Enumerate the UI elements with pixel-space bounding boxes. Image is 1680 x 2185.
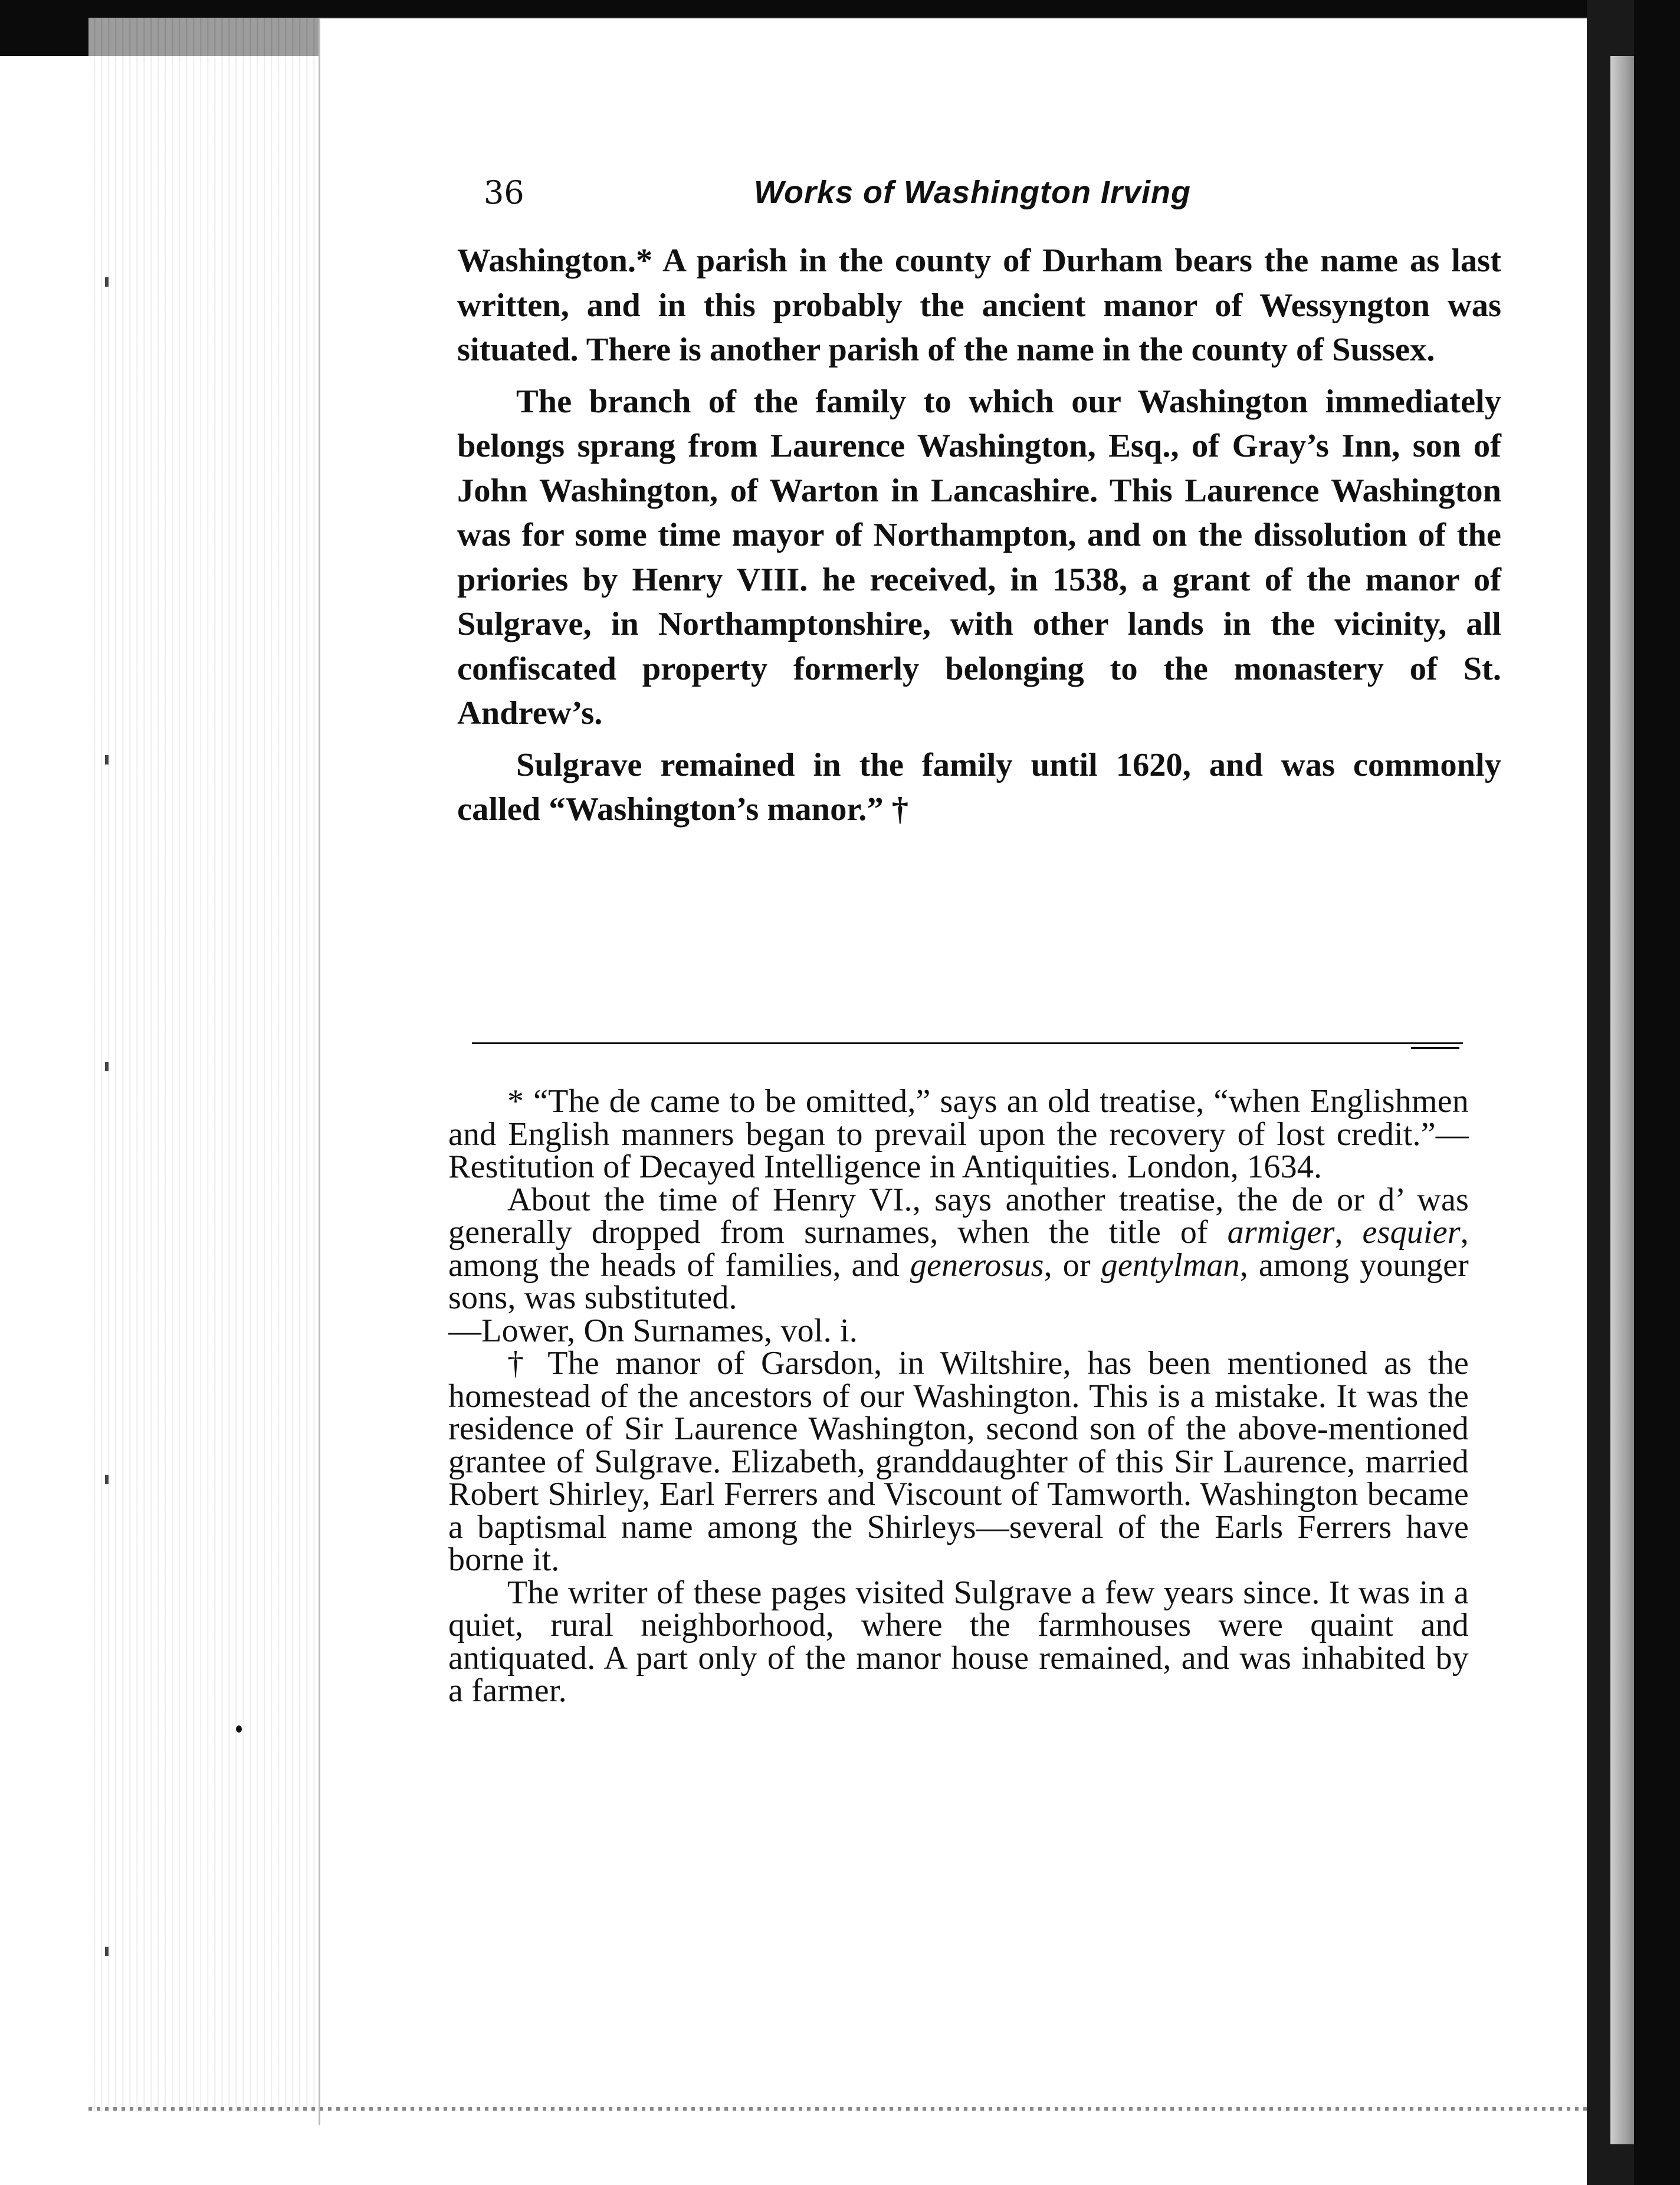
edge-mark xyxy=(105,755,109,765)
footnotes xyxy=(448,1085,1469,1708)
edge-mark xyxy=(105,1062,109,1071)
footnote-2-text: , or xyxy=(1044,1246,1101,1284)
page-bottom-edge xyxy=(88,2107,1587,2111)
term-generosus: generosus xyxy=(910,1246,1044,1284)
footnote-2-text: About the time of Henry VI., says another treatise, the de or d’ was generally dropped from surnames, when the title of xyxy=(448,1181,1469,1251)
main-text xyxy=(457,239,1501,832)
term-esquier: esquier xyxy=(1362,1214,1461,1251)
paragraph-1: Washington.* A parish in the county of Durham bears the name as last written, and in this probably the ancient manor of Wessyngton was situated. There is another parish of the name in the county of Sussex. xyxy=(457,242,1501,368)
footnote-3: † The manor of Garsdon, in Wiltshire, has been mentioned as the homestead of the ancestors of our Washington. This is a mistake. It was the residence of Sir Laurence Washington, second son of the above-mentioned grantee of Sulgrave. Elizabeth, granddaughter of this Sir Laurence, married Robert Shirley, Earl Ferrers and Viscount of Tamworth. Washington became a baptismal name among the Shirleys—several of the Earls Ferrers have borne it. xyxy=(448,1345,1469,1578)
footnote-separator-tail xyxy=(1411,1047,1459,1049)
edge-mark xyxy=(105,1475,109,1484)
footnote-2-text: , among the heads of families, and xyxy=(448,1214,1469,1284)
edge-mark xyxy=(105,1947,109,1956)
page-header xyxy=(484,174,1256,227)
paragraph-3: Sulgrave remained in the family until 1620, and was commonly called “Washington’s manor.” † xyxy=(457,746,1501,828)
footnote-4: The writer of these pages visited Sulgrave a few years since. It was in a quiet, rural neighborhood, where the farmhouses were quaint and antiquated. A part only of the manor house remained, and was inhabited by a farmer. xyxy=(448,1574,1469,1709)
page-stack-edge xyxy=(88,18,319,2112)
scan-border-right xyxy=(1634,0,1680,2185)
page-number: 36 xyxy=(484,174,524,211)
footnote-2-text: , among younger sons, was substituted. xyxy=(448,1246,1469,1316)
page-edge-shadow xyxy=(1610,56,1634,2144)
footnote-2 xyxy=(448,1181,1469,1316)
footnote-2-text: , xyxy=(1334,1214,1363,1251)
footnote-1: * “The de came to be omitted,” says an old treatise, “when Englishmen and English manners began to prevail upon the recovery of lost credit.”—Restitution of Decayed Intelligence in Antiquities. London, 1634. xyxy=(448,1083,1469,1185)
term-armiger: armiger xyxy=(1227,1214,1335,1251)
paragraph-2: The branch of the family to which our Washington immediately belongs sprang from Laurence Washington, Esq., of Gray’s Inn, son of John Washington, of Warton in Lancashire. This Laurence Washington was for some time mayor of Northampton, and on the dissolution of the priories by Henry VIII. he received, in 1538, a grant of the manor of Sulgrave, in Northamptonshire, with other lands in the vicinity, all confiscated property formerly belonging to the monastery of St. Andrew’s. xyxy=(457,383,1501,731)
running-title: Works of Washington Irving xyxy=(754,175,1192,210)
edge-mark xyxy=(105,277,109,287)
footnote-separator xyxy=(472,1042,1463,1044)
ink-speck xyxy=(236,1725,242,1733)
term-gentylman: gentylman xyxy=(1101,1246,1240,1284)
footnote-2-source: —Lower, On Surnames, vol. i. xyxy=(448,1312,858,1349)
